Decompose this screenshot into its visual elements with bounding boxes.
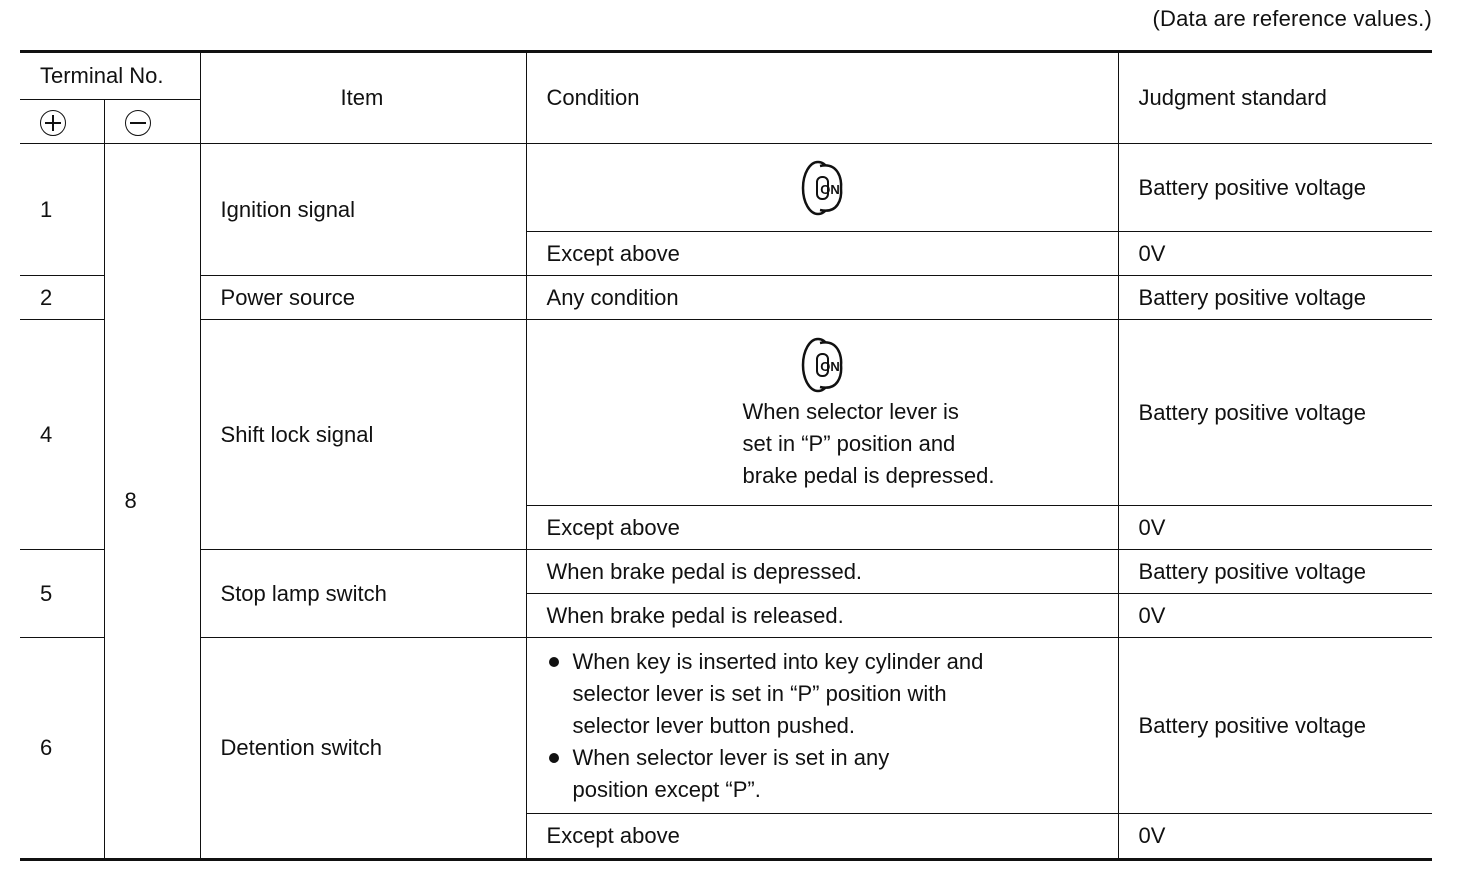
- table-row: [20, 144, 1432, 232]
- shared-negative-terminal: 8: [104, 144, 200, 860]
- item-name: Stop lamp switch: [200, 550, 526, 638]
- condition-bullet: [547, 742, 1098, 806]
- condition-cell: [526, 638, 1118, 814]
- condition-bullet-list: [547, 646, 1098, 806]
- condition-line: When selector lever is set in any: [572, 744, 890, 770]
- condition-cell: Except above: [526, 506, 1118, 550]
- item-name: Shift lock signal: [200, 320, 526, 550]
- terminal-number: 1: [20, 144, 104, 276]
- terminal-number: 6: [20, 638, 104, 860]
- judgment-cell: 0V: [1118, 506, 1432, 550]
- item-name: Power source: [200, 276, 526, 320]
- condition-header: Condition: [526, 52, 1118, 144]
- minus-circle-icon: [125, 110, 151, 136]
- terminal-number: 2: [20, 276, 104, 320]
- item-name: Ignition signal: [200, 144, 526, 276]
- table-row: [20, 550, 1432, 594]
- terminal-inspection-table: [20, 50, 1432, 861]
- judgment-cell: Battery positive voltage: [1118, 276, 1432, 320]
- judgment-cell: Battery positive voltage: [1118, 638, 1432, 814]
- condition-line: When key is inserted into key cylinder and: [572, 648, 984, 674]
- table-row: [20, 276, 1432, 320]
- judgment-cell: Battery positive voltage: [1118, 550, 1432, 594]
- terminal-number: 4: [20, 320, 104, 550]
- ignition-key-on-icon: [798, 157, 846, 219]
- condition-bullet: [547, 646, 1098, 742]
- item-name: Detention switch: [200, 638, 526, 860]
- judgment-cell: 0V: [1118, 232, 1432, 276]
- svg-text:ON: ON: [820, 358, 840, 374]
- item-header: Item: [200, 52, 526, 144]
- condition-cell: Any condition: [526, 276, 1118, 320]
- condition-cell: [526, 320, 1118, 506]
- terminal-no-header: Terminal No.: [20, 52, 200, 100]
- condition-cell: [526, 144, 1118, 232]
- svg-text:ON: ON: [820, 181, 840, 197]
- condition-line: When selector lever is: [742, 398, 959, 424]
- condition-line: set in “P” position and: [742, 430, 956, 456]
- condition-cell: Except above: [526, 232, 1118, 276]
- condition-line: brake pedal is depressed.: [742, 462, 995, 488]
- plus-circle-icon: [40, 110, 66, 136]
- condition-cell: Except above: [526, 814, 1118, 860]
- judgment-cell: 0V: [1118, 594, 1432, 638]
- terminal-number: 5: [20, 550, 104, 638]
- reference-note: (Data are reference values.): [1152, 6, 1432, 31]
- judgment-standard-header: Judgment standard: [1118, 52, 1432, 144]
- judgment-cell: Battery positive voltage: [1118, 320, 1432, 506]
- condition-text: [547, 396, 1098, 492]
- condition-line: position except “P”.: [572, 776, 761, 802]
- negative-terminal-header: [104, 100, 200, 144]
- table-row: [20, 320, 1432, 506]
- condition-cell: When brake pedal is depressed.: [526, 550, 1118, 594]
- positive-terminal-header: [20, 100, 104, 144]
- condition-line: selector lever button pushed.: [572, 712, 856, 738]
- condition-line: selector lever is set in “P” position with: [572, 680, 947, 706]
- judgment-cell: Battery positive voltage: [1118, 144, 1432, 232]
- judgment-cell: 0V: [1118, 814, 1432, 860]
- table-row: [20, 638, 1432, 814]
- condition-cell: When brake pedal is released.: [526, 594, 1118, 638]
- ignition-key-on-icon: [798, 334, 846, 396]
